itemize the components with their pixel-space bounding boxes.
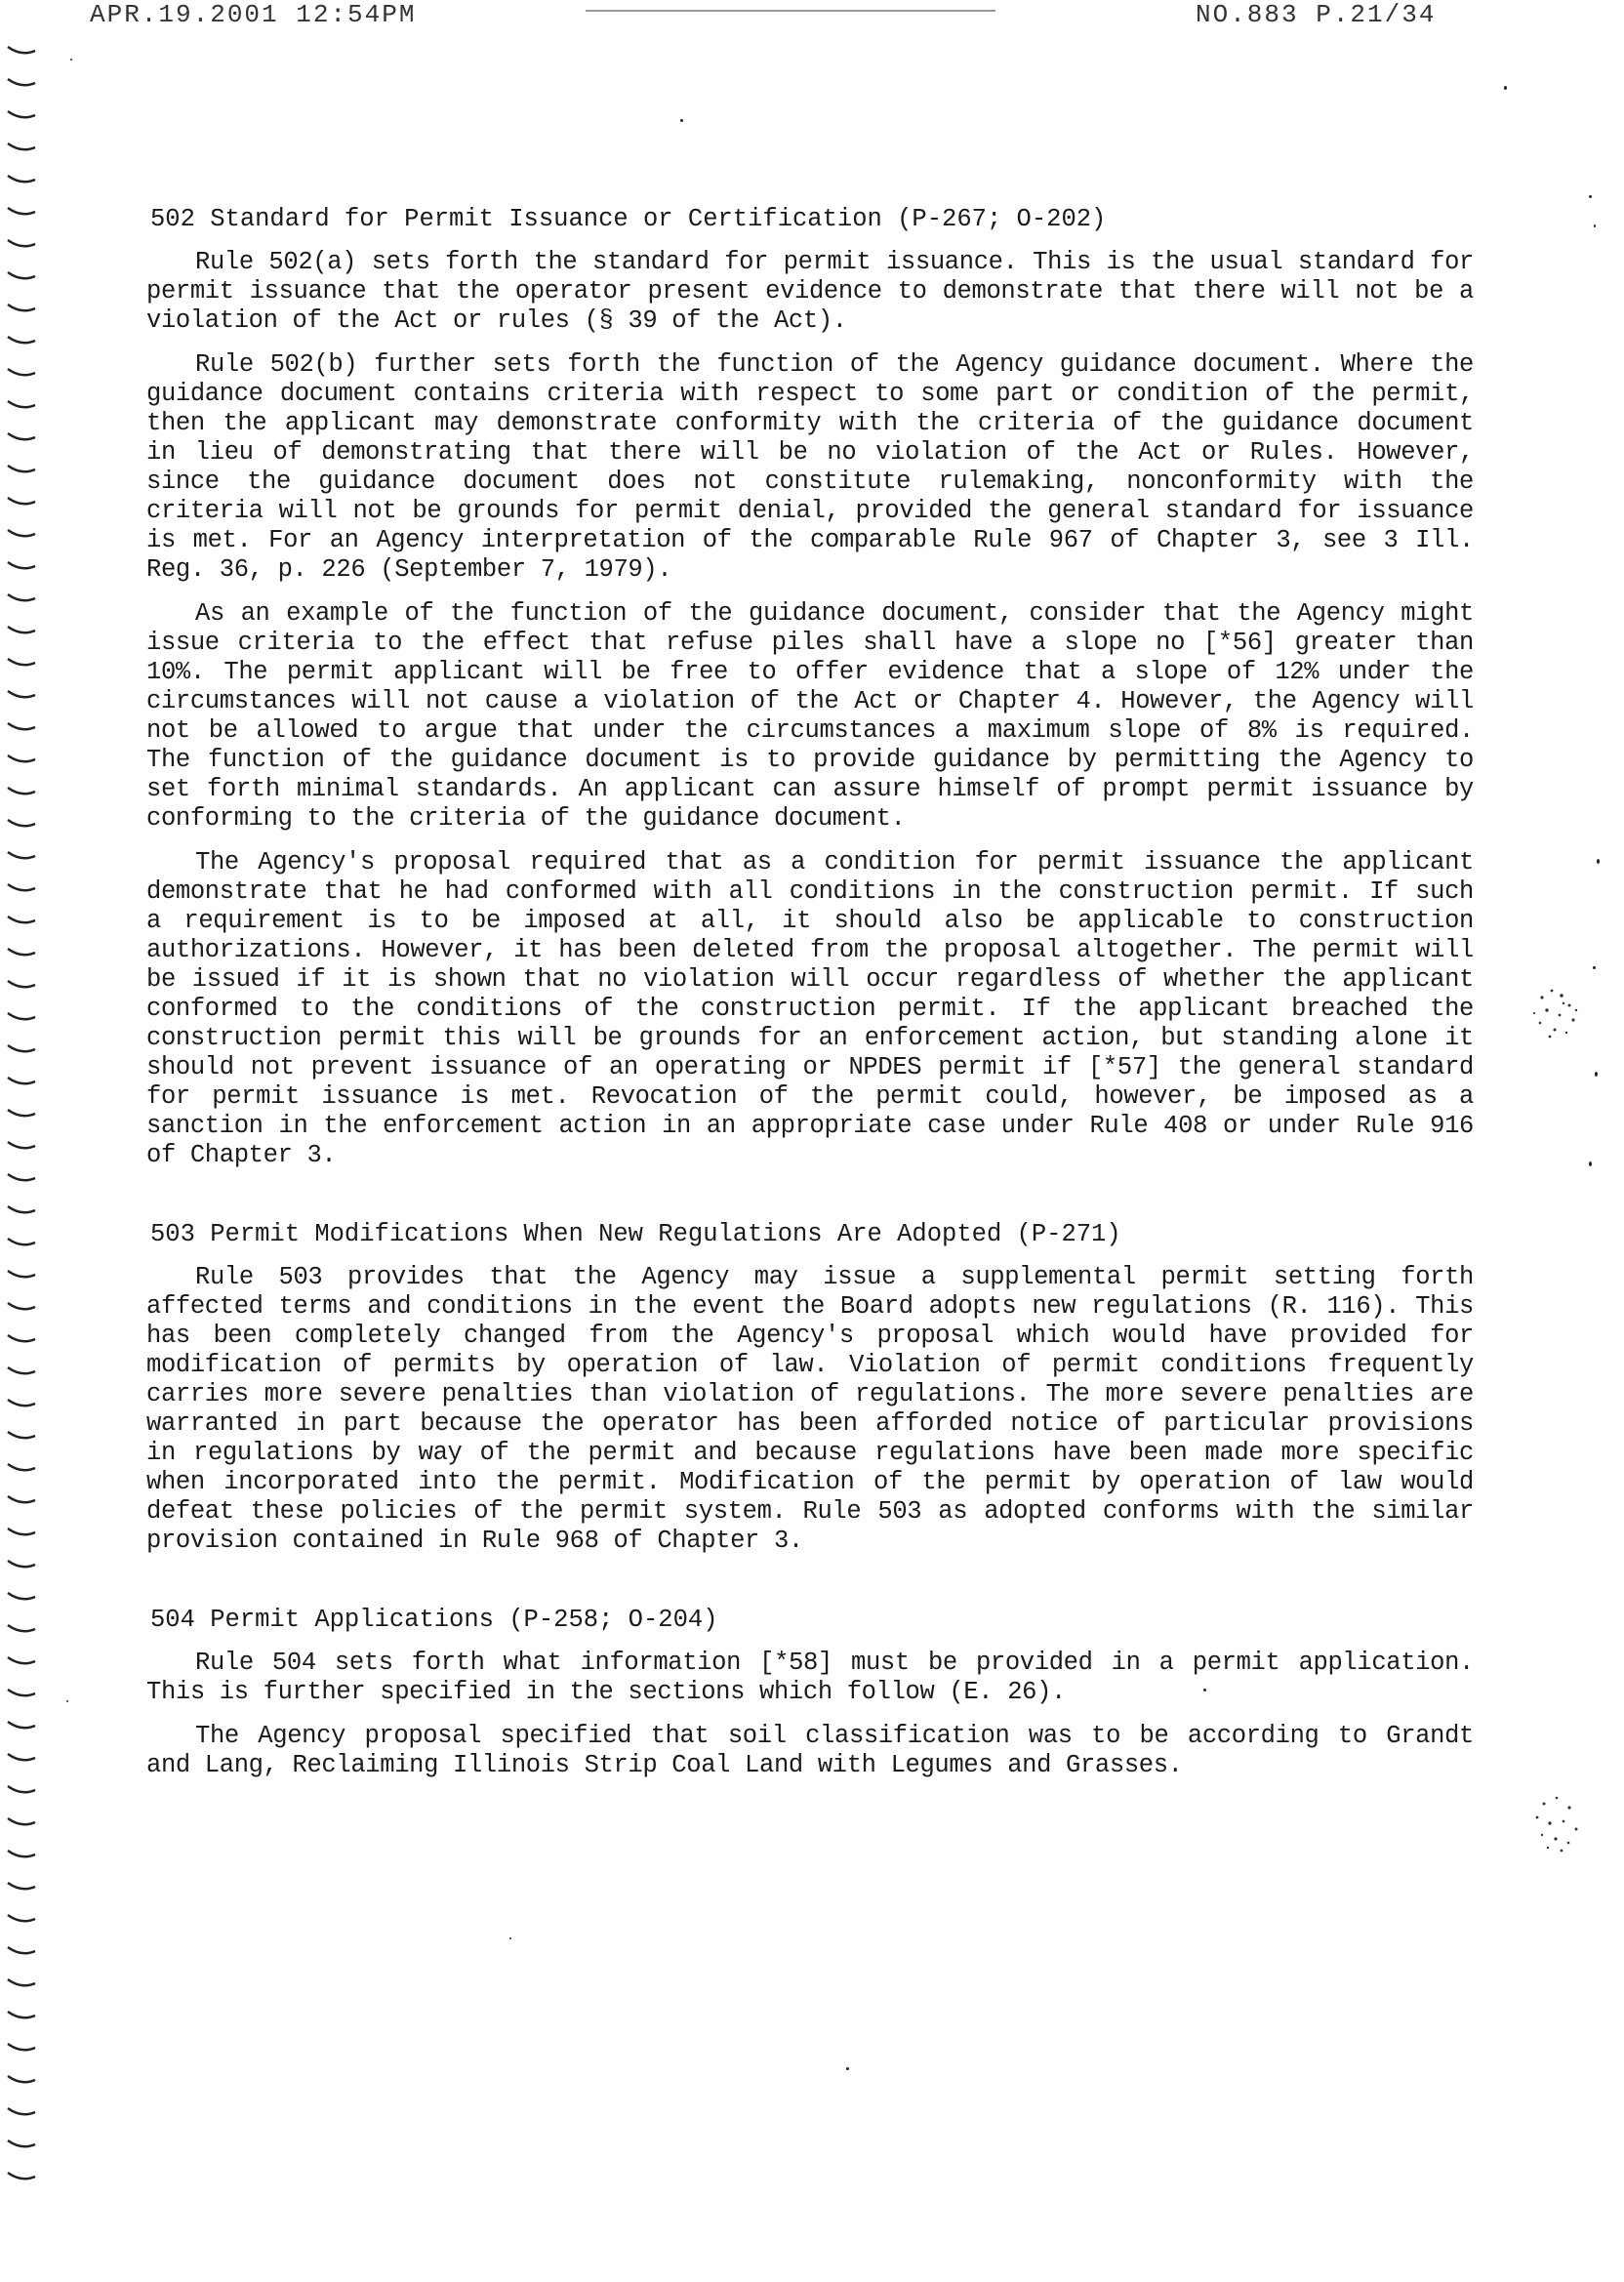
- scan-speck: [846, 2067, 849, 2070]
- binding-mark: [8, 691, 35, 697]
- scan-noise-cluster: [1522, 976, 1591, 1054]
- paragraph-502-example: As an example of the function of the guidance document, consider that the Agency might issue criteria to the effect that refuse piles shall have a slope no [*56] greater than 10%. The permit applicant will be free to offer evidence that a slope of 12% under the circumstances will not cause a violation of the Act or Chapter 4. However, the Agency will not be allowed to argue that under the circumstances a maximum slope of 8% is required. The function of the guidance document is to provide guidance by permitting the Agency to set forth minimal standards. An applicant can assure himself of prompt permit issuance by conforming to the criteria of the guidance document.: [146, 599, 1474, 833]
- binding-mark: [8, 498, 35, 504]
- binding-mark: [8, 1464, 35, 1470]
- scan-speck: [1597, 859, 1600, 864]
- binding-mark: [8, 1657, 35, 1663]
- scan-speck: [66, 1700, 68, 1702]
- binding-mark: [8, 1690, 35, 1695]
- binding-edge-marks: [0, 0, 59, 2282]
- binding-mark: [8, 1142, 35, 1148]
- binding-mark: [8, 2012, 35, 2017]
- binding-mark: [8, 594, 35, 600]
- binding-mark: [8, 433, 35, 439]
- fax-header-rule: [586, 10, 995, 12]
- binding-mark: [8, 1979, 35, 1985]
- binding-mark: [8, 1625, 35, 1631]
- binding-mark: [8, 1947, 35, 1953]
- binding-mark: [8, 1915, 35, 1921]
- section-heading-502: 502 Standard for Permit Issuance or Certification (P-267; O-202): [150, 205, 1107, 233]
- scan-speck: [70, 59, 72, 61]
- binding-mark: [8, 1400, 35, 1406]
- binding-mark: [8, 2108, 35, 2114]
- scan-speck: [1589, 195, 1592, 198]
- binding-mark: [8, 466, 35, 471]
- binding-mark: [8, 176, 35, 182]
- binding-mark: [8, 1754, 35, 1760]
- binding-mark: [8, 305, 35, 310]
- scan-noise-cluster: [1522, 1786, 1591, 1864]
- binding-mark: [8, 627, 35, 632]
- fax-header-left: APR.19.2001 12:54PM: [90, 0, 417, 29]
- binding-mark: [8, 337, 35, 343]
- paragraph-504-soil: The Agency proposal specified that soil classification was to be according to Grandt and Lang, Reclaiming Illinois Strip Coal Land with Legumes and Grasses.: [146, 1722, 1474, 1779]
- binding-mark: [8, 401, 35, 407]
- binding-mark: [8, 1013, 35, 1019]
- document-body: [146, 205, 1474, 1795]
- paragraph-504: Rule 504 sets forth what information [*58] must be provided in a permit application. This is further specified in the sections which follow (E. 26).: [146, 1649, 1474, 1706]
- binding-mark: [8, 1271, 35, 1277]
- binding-mark: [8, 917, 35, 922]
- scan-speck: [1504, 86, 1507, 90]
- binding-mark: [8, 562, 35, 568]
- scan-speck: [1589, 1161, 1592, 1166]
- binding-mark: [8, 79, 35, 85]
- binding-mark: [8, 1496, 35, 1502]
- binding-mark: [8, 2140, 35, 2146]
- scan-speck: [1593, 966, 1596, 969]
- paragraph-503: Rule 503 provides that the Agency may issue a supplemental permit setting forth affected terms and conditions in the event the Board adopts new regulations (R. 116). This has been completely changed from the Agency's proposal which would have provided for modification of permits by operation of law. Violation of permit conditions frequently carries more severe penalties than violation of regulations. The more severe penalties are warranted in part because the operator has been afforded notice of particular provisions in regulations by way of the permit and because regulations have been made more specific when incorporated into the permit. Modification of the permit by operation of law would defeat these policies of the permit system. Rule 503 as adopted conforms with the similar provision contained in Rule 968 of Chapter 3.: [146, 1263, 1474, 1555]
- binding-mark: [8, 240, 35, 246]
- binding-mark: [8, 111, 35, 117]
- paragraph-502a: Rule 502(a) sets forth the standard for permit issuance. This is the usual standard for permit issuance that the operator present evidence to demonstrate that there will not be a violation of the Act or rules (§ 39 of the Act).: [146, 248, 1474, 335]
- scan-speck: [1594, 224, 1596, 227]
- binding-mark: [8, 1303, 35, 1309]
- section-heading-503: 503 Permit Modifications When New Regulations Are Adopted (P-271): [150, 1220, 1121, 1248]
- binding-mark: [8, 981, 35, 987]
- binding-mark: [8, 2173, 35, 2179]
- fax-header-right: NO.883 P.21/34: [1196, 0, 1437, 29]
- section-heading-504: 504 Permit Applications (P-258; O-204): [150, 1606, 718, 1634]
- binding-mark: [8, 1078, 35, 1083]
- binding-mark: [8, 723, 35, 729]
- paragraph-502b: Rule 502(b) further sets forth the function of the Agency guidance document. Where the guidance document contains criteria with respect to some part or condition of the permit, then the applicant may demonstrate conformity with the criteria of the guidance document in lieu of demonstrating that there will be no violation of the Act or Rules. However, since the guidance document does not constitute rulemaking, nonconformity with the criteria will not be grounds for permit denial, provided the general standard for issuance is met. For an Agency interpretation of the comparable Rule 967 of Chapter 3, see 3 Ill. Reg. 36, p. 226 (September 7, 1979).: [146, 350, 1474, 584]
- binding-mark: [8, 1561, 35, 1567]
- binding-mark: [8, 659, 35, 665]
- binding-mark: [8, 1883, 35, 1889]
- binding-mark: [8, 949, 35, 955]
- binding-mark: [8, 530, 35, 536]
- binding-mark: [8, 1722, 35, 1728]
- paragraph-502-construction-permit: The Agency's proposal required that as a condition for permit issuance the applicant demonstrate that he had conformed with all conditions in the construction permit. If such a requirement is to be imposed at all, it should also be applicable to construction authorizations. However, it has been deleted from the proposal altogether. The permit will be issued if it is shown that no violation will occur regardless of whether the applicant conformed to the conditions of the construction permit. If the applicant breached the construction permit this will be grounds for an enforcement action, but standing alone it should not prevent issuance of an operating or NPDES permit if [*57] the general standard for permit issuance is met. Revocation of the permit could, however, be imposed as a sanction in the enforcement action in an appropriate case under Rule 408 or under Rule 916 of Chapter 3.: [146, 848, 1474, 1169]
- scan-speck: [1203, 1689, 1206, 1691]
- scan-speck: [680, 119, 683, 122]
- binding-mark: [8, 47, 35, 53]
- binding-mark: [8, 1432, 35, 1438]
- binding-mark: [8, 1528, 35, 1534]
- binding-mark: [8, 820, 35, 826]
- binding-mark: [8, 788, 35, 794]
- binding-mark: [8, 1045, 35, 1051]
- binding-mark: [8, 1786, 35, 1792]
- binding-mark: [8, 272, 35, 278]
- binding-mark: [8, 852, 35, 858]
- binding-mark: [8, 1206, 35, 1212]
- binding-mark: [8, 1818, 35, 1824]
- binding-mark: [8, 1367, 35, 1373]
- scan-speck: [1595, 1072, 1598, 1077]
- binding-mark: [8, 1174, 35, 1180]
- binding-mark: [8, 1335, 35, 1341]
- binding-mark: [8, 884, 35, 890]
- binding-mark: [8, 1239, 35, 1244]
- binding-mark: [8, 755, 35, 761]
- binding-mark: [8, 208, 35, 214]
- binding-mark: [8, 2076, 35, 2082]
- binding-mark: [8, 1110, 35, 1116]
- binding-mark: [8, 2044, 35, 2050]
- binding-mark: [8, 1851, 35, 1856]
- scan-speck: [509, 1937, 511, 1939]
- binding-mark: [8, 1593, 35, 1599]
- binding-mark: [8, 143, 35, 149]
- binding-mark: [8, 369, 35, 375]
